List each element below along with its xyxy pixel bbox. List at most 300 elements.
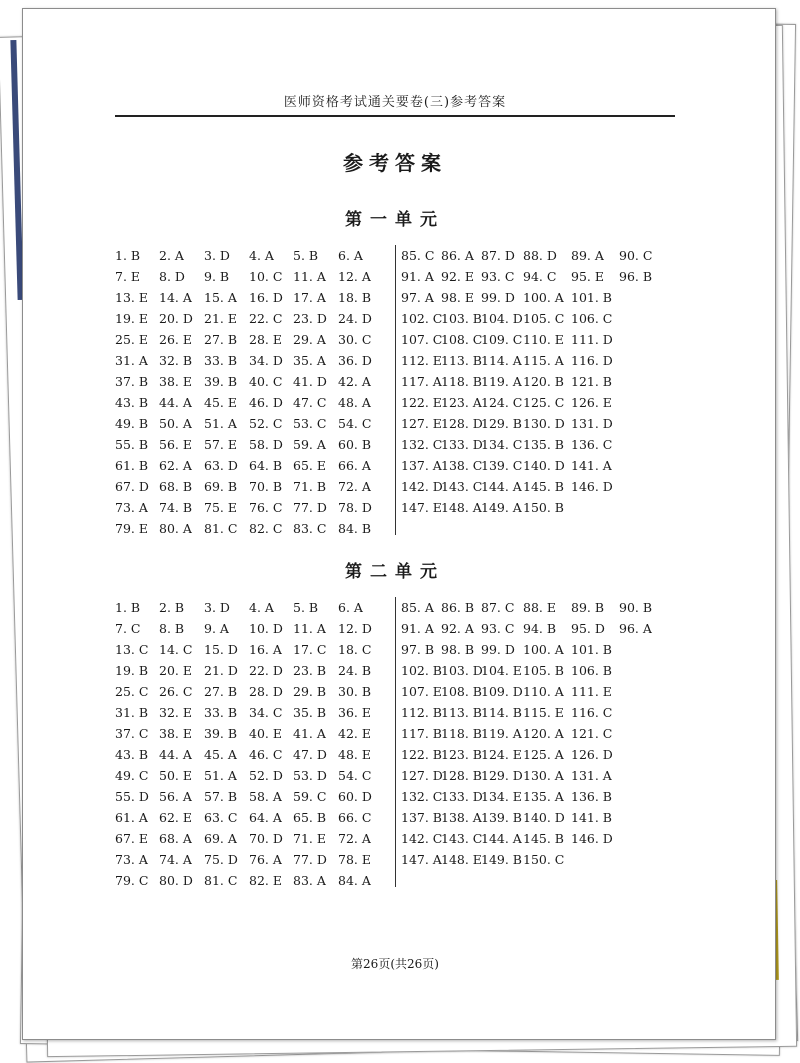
answer-item: 11. A: [293, 621, 326, 636]
answer-item: 150. B: [523, 500, 564, 515]
answer-item: 86. A: [441, 248, 474, 263]
answer-item: 26. E: [159, 332, 192, 347]
answer-item: 73. A: [115, 852, 148, 867]
answer-item: 113. B: [441, 705, 482, 720]
answer-item: 8. B: [159, 621, 185, 636]
answer-item: 109. C: [481, 332, 523, 347]
document-title: 参考答案: [343, 151, 447, 175]
answer-item: 80. D: [159, 873, 193, 888]
running-header: 医师资格考试通关要卷(三)参考答案: [283, 95, 507, 110]
answer-item: 120. A: [523, 726, 564, 741]
answer-item: 132. C: [401, 437, 443, 452]
answer-row: [115, 350, 385, 371]
answer-row: [401, 455, 681, 476]
answer-row: [115, 597, 385, 618]
answer-item: 67. D: [115, 479, 149, 494]
answer-item: 64. A: [249, 810, 282, 825]
answer-item: 20. D: [159, 311, 193, 326]
answer-item: 135. B: [523, 437, 564, 452]
answer-item: 67. E: [115, 831, 148, 846]
answer-item: 32. E: [159, 705, 192, 720]
answer-item: 138. A: [441, 810, 482, 825]
answer-item: 111. E: [571, 684, 612, 699]
answer-item: 3. D: [204, 248, 230, 263]
answer-item: 76. C: [249, 500, 283, 515]
answer-item: 115. E: [523, 705, 564, 720]
answer-row: [115, 518, 385, 539]
answer-item: 97. A: [401, 290, 434, 305]
answer-item: 69. B: [204, 479, 238, 494]
answer-item: 58. A: [249, 789, 282, 804]
answer-item: 149. B: [481, 852, 522, 867]
unit-1-answers-right: [401, 245, 681, 518]
answer-item: 22. D: [249, 663, 283, 678]
answer-item: 58. D: [249, 437, 283, 452]
answer-row: [115, 639, 385, 660]
answer-row: [115, 287, 385, 308]
answer-item: 104. D: [481, 311, 523, 326]
answer-item: 15. D: [204, 642, 238, 657]
answer-item: 124. C: [481, 395, 523, 410]
answer-item: 118. B: [441, 726, 482, 741]
answer-row: [115, 371, 385, 392]
answer-row: [115, 702, 385, 723]
answer-item: 53. D: [293, 768, 327, 783]
answer-item: 116. C: [571, 705, 613, 720]
answer-item: 28. D: [249, 684, 283, 699]
answer-item: 81. C: [204, 521, 238, 536]
answer-item: 34. C: [249, 705, 283, 720]
answer-item: 134. E: [481, 789, 522, 804]
answer-item: 124. E: [481, 747, 522, 762]
answer-item: 59. C: [293, 789, 327, 804]
answer-row: [115, 308, 385, 329]
answer-item: 104. E: [481, 663, 522, 678]
answer-item: 7. C: [115, 621, 141, 636]
answer-item: 128. B: [441, 768, 482, 783]
answer-item: 50. A: [159, 416, 192, 431]
answer-item: 71. E: [293, 831, 326, 846]
answer-item: 59. A: [293, 437, 326, 452]
answer-row: [115, 660, 385, 681]
answer-item: 12. D: [338, 621, 372, 636]
answer-item: 125. C: [523, 395, 565, 410]
answer-item: 80. A: [159, 521, 192, 536]
answer-item: 96. A: [619, 621, 652, 636]
answer-item: 48. A: [338, 395, 371, 410]
answer-item: 120. B: [523, 374, 564, 389]
unit-2-answers-right: [401, 597, 681, 870]
answer-item: 126. D: [571, 747, 613, 762]
answer-item: 91. A: [401, 621, 434, 636]
answer-item: 21. E: [204, 311, 237, 326]
answer-row: [115, 434, 385, 455]
answer-item: 32. B: [159, 353, 193, 368]
answer-row: [115, 497, 385, 518]
answer-item: 74. B: [159, 500, 193, 515]
answer-item: 125. A: [523, 747, 564, 762]
answer-item: 57. B: [204, 789, 238, 804]
answer-item: 33. B: [204, 705, 238, 720]
answer-item: 111. D: [571, 332, 613, 347]
answer-item: 40. E: [249, 726, 282, 741]
answer-item: 143. C: [441, 831, 483, 846]
answer-item: 20. E: [159, 663, 192, 678]
answer-item: 110. A: [523, 684, 564, 699]
answer-row: [115, 849, 385, 870]
answer-item: 148. A: [441, 500, 482, 515]
answer-item: 55. D: [115, 789, 149, 804]
answer-item: 42. E: [338, 726, 371, 741]
answer-item: 45. E: [204, 395, 237, 410]
answer-item: 26. C: [159, 684, 193, 699]
answer-item: 147. E: [401, 500, 442, 515]
answer-item: 92. E: [441, 269, 474, 284]
answer-item: 117. A: [401, 374, 442, 389]
answer-item: 90. C: [619, 248, 653, 263]
answer-row: [401, 350, 681, 371]
answer-item: 145. B: [523, 831, 564, 846]
answer-item: 84. B: [338, 521, 372, 536]
answer-item: 46. D: [249, 395, 283, 410]
answer-item: 1. B: [115, 600, 141, 615]
answer-item: 5. B: [293, 600, 319, 615]
answer-item: 140. D: [523, 810, 565, 825]
answer-row: [115, 618, 385, 639]
answer-item: 6. A: [338, 600, 363, 615]
answer-item: 29. B: [293, 684, 327, 699]
answer-item: 68. A: [159, 831, 192, 846]
answer-item: 54. C: [338, 416, 372, 431]
answer-item: 28. E: [249, 332, 282, 347]
answer-row: [115, 681, 385, 702]
answer-item: 141. A: [571, 458, 612, 473]
answer-item: 93. C: [481, 621, 515, 636]
answer-item: 82. E: [249, 873, 282, 888]
answer-row: [115, 807, 385, 828]
answer-item: 143. C: [441, 479, 483, 494]
answer-item: 56. E: [159, 437, 192, 452]
answer-item: 30. C: [338, 332, 372, 347]
answer-item: 61. B: [115, 458, 149, 473]
answer-item: 25. C: [115, 684, 149, 699]
answer-item: 132. C: [401, 789, 443, 804]
answer-item: 46. C: [249, 747, 283, 762]
answer-row: [401, 849, 681, 870]
answer-item: 65. E: [293, 458, 326, 473]
answer-item: 139. B: [481, 810, 522, 825]
header-rule: [115, 115, 675, 117]
answer-item: 108. B: [441, 684, 482, 699]
answer-item: 95. E: [571, 269, 604, 284]
answer-item: 103. B: [441, 311, 482, 326]
answer-item: 12. A: [338, 269, 371, 284]
answer-item: 146. D: [571, 479, 613, 494]
answer-item: 117. B: [401, 726, 442, 741]
answer-item: 145. B: [523, 479, 564, 494]
answer-item: 146. D: [571, 831, 613, 846]
answer-item: 85. C: [401, 248, 435, 263]
answer-item: 40. C: [249, 374, 283, 389]
answer-item: 83. A: [293, 873, 326, 888]
answer-item: 31. A: [115, 353, 148, 368]
unit-title: 第二单元: [345, 562, 445, 582]
answer-item: 110. E: [523, 332, 564, 347]
answer-item: 140. D: [523, 458, 565, 473]
answer-item: 109. D: [481, 684, 523, 699]
answer-item: 56. A: [159, 789, 192, 804]
answer-row: [401, 828, 681, 849]
answer-item: 106. B: [571, 663, 612, 678]
answer-item: 123. B: [441, 747, 482, 762]
answer-item: 72. A: [338, 831, 371, 846]
answer-item: 17. A: [293, 290, 326, 305]
answer-item: 93. C: [481, 269, 515, 284]
answer-row: [115, 329, 385, 350]
answer-item: 77. D: [293, 852, 327, 867]
answer-item: 107. E: [401, 684, 442, 699]
answer-item: 54. C: [338, 768, 372, 783]
answer-item: 100. A: [523, 642, 564, 657]
answer-item: 38. E: [159, 726, 192, 741]
answer-item: 37. C: [115, 726, 149, 741]
answer-item: 72. A: [338, 479, 371, 494]
answer-item: 19. B: [115, 663, 149, 678]
answer-item: 144. A: [481, 479, 522, 494]
answer-row: [401, 639, 681, 660]
answer-item: 122. E: [401, 395, 442, 410]
answer-item: 149. A: [481, 500, 522, 515]
answer-row: [401, 287, 681, 308]
answer-item: 50. E: [159, 768, 192, 783]
answer-row: [115, 828, 385, 849]
answer-row: [401, 329, 681, 350]
answer-item: 74. A: [159, 852, 192, 867]
answer-item: 137. B: [401, 810, 442, 825]
answer-item: 16. D: [249, 290, 283, 305]
answer-row: [401, 807, 681, 828]
answer-item: 5. B: [293, 248, 319, 263]
answer-item: 48. E: [338, 747, 371, 762]
answer-item: 39. B: [204, 374, 238, 389]
answer-item: 99. D: [481, 642, 515, 657]
unit-2-answers-left: [115, 597, 385, 891]
answer-item: 78. E: [338, 852, 371, 867]
answer-row: [401, 702, 681, 723]
answer-row: [115, 245, 385, 266]
answer-item: 52. D: [249, 768, 283, 783]
answer-item: 44. A: [159, 395, 192, 410]
answer-item: 35. A: [293, 353, 326, 368]
answer-item: 23. D: [293, 311, 327, 326]
answer-item: 33. B: [204, 353, 238, 368]
answer-item: 130. A: [523, 768, 564, 783]
answer-item: 27. B: [204, 332, 238, 347]
answer-item: 141. B: [571, 810, 612, 825]
answer-item: 43. B: [115, 747, 149, 762]
answer-item: 89. A: [571, 248, 604, 263]
answer-item: 81. C: [204, 873, 238, 888]
answer-row: [401, 723, 681, 744]
answer-item: 14. C: [159, 642, 193, 657]
answer-item: 51. A: [204, 768, 237, 783]
answer-item: 106. C: [571, 311, 613, 326]
answer-item: 88. E: [523, 600, 556, 615]
answer-row: [401, 618, 681, 639]
unit-1-answers-left: [115, 245, 385, 539]
answer-item: 94. B: [523, 621, 557, 636]
answer-item: 49. B: [115, 416, 149, 431]
answer-item: 90. B: [619, 600, 653, 615]
answer-item: 75. E: [204, 500, 237, 515]
answer-item: 57. E: [204, 437, 237, 452]
answer-item: 61. A: [115, 810, 148, 825]
answer-item: 133. D: [441, 789, 483, 804]
answer-row: [115, 476, 385, 497]
answer-item: 108. C: [441, 332, 483, 347]
answer-item: 64. B: [249, 458, 283, 473]
answer-item: 136. C: [571, 437, 613, 452]
answer-item: 36. D: [338, 353, 372, 368]
answer-item: 17. C: [293, 642, 327, 657]
answer-row: [401, 497, 681, 518]
answer-item: 34. D: [249, 353, 283, 368]
answer-item: 14. A: [159, 290, 192, 305]
answer-item: 127. D: [401, 768, 443, 783]
answer-item: 126. E: [571, 395, 612, 410]
answer-item: 70. B: [249, 479, 283, 494]
answer-item: 23. B: [293, 663, 327, 678]
answer-item: 114. A: [481, 353, 522, 368]
answer-item: 63. C: [204, 810, 238, 825]
answer-item: 44. A: [159, 747, 192, 762]
answer-item: 18. C: [338, 642, 372, 657]
answer-item: 102. B: [401, 663, 442, 678]
answer-item: 52. C: [249, 416, 283, 431]
answer-item: 144. A: [481, 831, 522, 846]
answer-row: [115, 266, 385, 287]
answer-item: 121. C: [571, 726, 613, 741]
answer-item: 10. D: [249, 621, 283, 636]
answer-item: 87. C: [481, 600, 515, 615]
answer-item: 113. B: [441, 353, 482, 368]
answer-item: 101. B: [571, 642, 612, 657]
answer-item: 98. E: [441, 290, 474, 305]
answer-item: 62. A: [159, 458, 192, 473]
answer-item: 130. D: [523, 416, 565, 431]
answer-item: 119. A: [481, 726, 522, 741]
answer-item: 13. C: [115, 642, 149, 657]
answer-item: 7. E: [115, 269, 141, 284]
answer-item: 127. E: [401, 416, 442, 431]
answer-item: 47. D: [293, 747, 327, 762]
answer-item: 31. B: [115, 705, 149, 720]
answer-item: 13. E: [115, 290, 148, 305]
answer-item: 73. A: [115, 500, 148, 515]
answer-item: 68. B: [159, 479, 193, 494]
answer-item: 10. C: [249, 269, 283, 284]
answer-item: 133. D: [441, 437, 483, 452]
answer-item: 19. E: [115, 311, 148, 326]
answer-item: 76. A: [249, 852, 282, 867]
answer-item: 142. C: [401, 831, 443, 846]
answer-item: 83. C: [293, 521, 327, 536]
answer-item: 131. D: [571, 416, 613, 431]
answer-row: [401, 245, 681, 266]
answer-item: 75. D: [204, 852, 238, 867]
answer-item: 41. A: [293, 726, 326, 741]
answer-item: 71. B: [293, 479, 327, 494]
answer-item: 98. B: [441, 642, 475, 657]
answer-row: [401, 476, 681, 497]
answer-item: 70. D: [249, 831, 283, 846]
answer-item: 115. A: [523, 353, 564, 368]
answer-item: 41. D: [293, 374, 327, 389]
page-number: 第26页(共26页): [351, 957, 439, 971]
answer-item: 79. C: [115, 873, 149, 888]
answer-item: 101. B: [571, 290, 612, 305]
answer-item: 60. D: [338, 789, 372, 804]
answer-item: 91. A: [401, 269, 434, 284]
answer-row: [115, 455, 385, 476]
answer-item: 18. B: [338, 290, 372, 305]
answer-item: 77. D: [293, 500, 327, 515]
answer-item: 6. A: [338, 248, 363, 263]
answer-item: 66. A: [338, 458, 371, 473]
answer-item: 119. A: [481, 374, 522, 389]
answer-item: 69. A: [204, 831, 237, 846]
answer-item: 30. B: [338, 684, 372, 699]
answer-item: 24. B: [338, 663, 372, 678]
answer-item: 63. D: [204, 458, 238, 473]
answer-item: 150. C: [523, 852, 565, 867]
answer-row: [115, 723, 385, 744]
answer-item: 43. B: [115, 395, 149, 410]
answer-item: 1. B: [115, 248, 141, 263]
answer-item: 60. B: [338, 437, 372, 452]
answer-item: 9. B: [204, 269, 230, 284]
answer-item: 49. C: [115, 768, 149, 783]
answer-item: 100. A: [523, 290, 564, 305]
answer-item: 35. B: [293, 705, 327, 720]
answer-item: 82. C: [249, 521, 283, 536]
answer-item: 51. A: [204, 416, 237, 431]
answer-row: [115, 765, 385, 786]
answer-row: [401, 371, 681, 392]
answer-item: 128. D: [441, 416, 483, 431]
answer-item: 99. D: [481, 290, 515, 305]
answer-row: [401, 266, 681, 287]
answer-row: [115, 413, 385, 434]
answer-item: 118. B: [441, 374, 482, 389]
answer-item: 105. B: [523, 663, 564, 678]
answer-item: 37. B: [115, 374, 149, 389]
answer-row: [401, 392, 681, 413]
answer-row: [401, 660, 681, 681]
answer-item: 65. B: [293, 810, 327, 825]
answer-item: 112. B: [401, 705, 442, 720]
answer-row: [401, 413, 681, 434]
answer-item: 142. D: [401, 479, 443, 494]
answer-item: 138. C: [441, 458, 483, 473]
answer-item: 114. B: [481, 705, 522, 720]
answer-item: 36. E: [338, 705, 371, 720]
answer-item: 136. B: [571, 789, 612, 804]
answer-row: [401, 744, 681, 765]
answer-item: 116. D: [571, 353, 613, 368]
answer-item: 107. C: [401, 332, 443, 347]
answer-item: 39. B: [204, 726, 238, 741]
